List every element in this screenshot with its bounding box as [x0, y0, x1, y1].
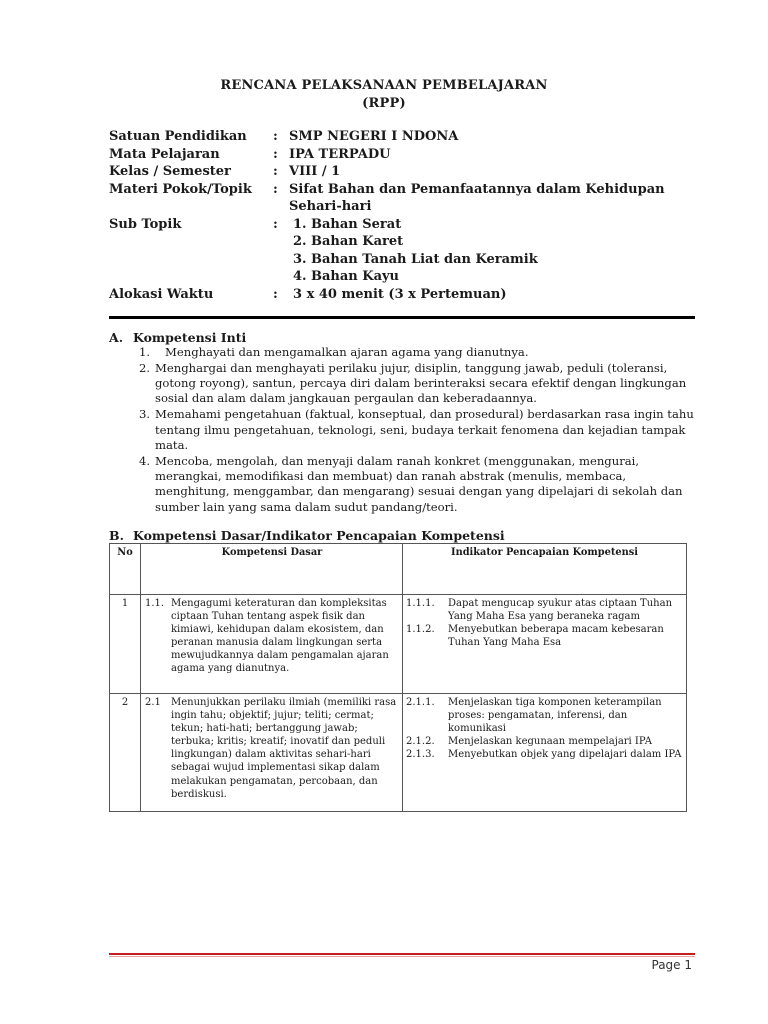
list-number: 3.	[139, 407, 151, 422]
indicator-text: Dapat mengucap syukur atas ciptaan Tuhan Yang Maha Esa yang beraneka ragam	[448, 598, 673, 623]
list-item	[139, 454, 695, 515]
list-number: 2.	[139, 360, 151, 375]
kompetensi-table	[109, 543, 687, 812]
footer-rule	[109, 953, 695, 955]
meta-row-kelas	[109, 163, 709, 181]
meta-block	[109, 128, 709, 303]
list-item	[293, 251, 709, 268]
meta-value: 3 x 40 menit (3 x Pertemuan)	[293, 286, 507, 302]
indicator-number: 2.1.2.	[406, 736, 435, 748]
table-cell-kd	[141, 595, 403, 694]
table-cell-no: 1	[110, 595, 141, 694]
list-item	[293, 268, 709, 285]
meta-value: IPA TERPADU	[289, 146, 391, 162]
list-number: 1.	[293, 216, 307, 232]
section-title: Kompetensi Inti	[133, 330, 247, 345]
table-cell-indikator	[403, 595, 687, 694]
list-text: Bahan Tanah Liat dan Keramik	[311, 251, 538, 267]
kd-number: 1.1.	[145, 598, 165, 609]
indicator-entry	[406, 696, 683, 735]
section-letter: A.	[109, 330, 124, 345]
table-header-row	[110, 544, 687, 595]
footer-rule-shadow	[109, 956, 695, 957]
list-text: Bahan Kayu	[311, 269, 399, 285]
page-number: Page 1	[651, 958, 692, 972]
list-text: Memahami pengetahuan (faktual, konseptual, dan prosedural) berdasarkan rasa ingin tahu tentang ilmu pengetahuan, teknologi, seni, budaya terkait fenomena dan kejadian tampak mata.	[155, 407, 694, 452]
table-header-no: No	[110, 544, 141, 595]
indicator-entry	[406, 597, 683, 623]
list-item	[139, 345, 695, 360]
meta-colon: :	[273, 146, 278, 162]
indicator-entry	[406, 623, 683, 649]
section-a-heading	[109, 330, 246, 345]
document-subtitle: (RPP)	[362, 96, 406, 111]
list-text: Mencoba, mengolah, dan menyaji dalam ranah konkret (menggunakan, mengurai, merangkai, memodifikasi dan membuat) dan ranah abstrak (menulis, membaca, menghitung, menggambar, dan mengarang) sesuai dengan yang dipelajari di sekolah dan sumber lain yang sama dalam sudut pandang/teori.	[155, 453, 683, 514]
meta-label: Alokasi Waktu	[109, 286, 214, 302]
kd-entry	[145, 696, 399, 801]
list-number: 4.	[139, 453, 151, 468]
meta-colon: :	[273, 181, 278, 197]
table-header-indikator: Indikator Pencapaian Kompetensi	[403, 544, 687, 595]
indicator-text: Menyebutkan objek yang dipelajari dalam IPA	[448, 749, 682, 761]
section-title: Kompetensi Dasar/Indikator Pencapaian Kompetensi	[133, 528, 505, 543]
indicator-text: Menyebutkan beberapa macam kebesaran Tuhan Yang Maha Esa	[448, 624, 664, 649]
meta-label: Mata Pelajaran	[109, 146, 220, 162]
meta-label: Materi Pokok/Topik	[109, 181, 252, 197]
meta-colon: :	[273, 164, 278, 180]
section-letter: B.	[109, 528, 124, 543]
list-item	[293, 216, 709, 233]
document-title: RENCANA PELAKSANAAN PEMBELAJARAN	[220, 78, 548, 93]
meta-row-materi	[109, 181, 709, 216]
kd-text: Menunjukkan perilaku ilmiah (memiliki rasa ingin tahu; objektif; jujur; teliti; cermat; tekun; hati-hati; bertanggung jawab; terbuka; kritis; kreatif; inovatif dan peduli lingkungan) dalam aktivitas sehari-hari sebagai wujud implementasi sikap dalam melakukan pengamatan, percobaan, dan berdiskusi.	[171, 697, 397, 800]
list-number: 4.	[293, 269, 307, 285]
list-number: 2.	[293, 234, 307, 250]
meta-row-satuan	[109, 128, 709, 146]
indicator-number: 2.1.1.	[406, 697, 435, 708]
indicator-entry	[406, 735, 683, 748]
indicator-text: Menjelaskan kegunaan mempelajari IPA	[448, 736, 652, 748]
kd-entry	[145, 597, 399, 676]
meta-label: Sub Topik	[109, 216, 182, 232]
indicator-number: 2.1.3.	[406, 749, 435, 761]
list-item	[139, 407, 695, 453]
table-header-kd: Kompetensi Dasar	[141, 544, 403, 595]
table-row	[110, 694, 687, 812]
indicator-number: 1.1.1.	[406, 598, 435, 609]
table-cell-kd	[141, 694, 403, 812]
list-text: Bahan Karet	[311, 234, 404, 250]
kompetensi-inti-list	[139, 345, 695, 516]
meta-label: Kelas / Semester	[109, 164, 231, 180]
table-cell-indikator	[403, 694, 687, 812]
section-divider	[109, 316, 695, 319]
list-number: 3.	[293, 251, 307, 267]
list-number: 1.	[139, 345, 151, 359]
meta-row-alokasi	[109, 286, 709, 304]
subtopik-list	[289, 216, 709, 286]
meta-value: SMP NEGERI I NDONA	[289, 129, 459, 144]
meta-label: Satuan Pendidikan	[109, 129, 247, 144]
list-text: Menghargai dan menghayati perilaku jujur, disiplin, tanggung jawab, peduli (toleransi, gotong royong), santun, percaya diri dalam berinteraksi secara efektif dengan lingkungan sosial dan alam dalam jangkauan pergaulan dan keberadaannya.	[155, 360, 687, 406]
indicator-number: 1.1.2.	[406, 624, 435, 636]
meta-row-subtopik	[109, 216, 709, 286]
kd-text: Mengagumi keteraturan dan kompleksitas ciptaan Tuhan tentang aspek fisik dan kimiawi, kehidupan dalam ekosistem, dan peranan manusia dalam lingkungan serta mewujudkannya dalam pengamalan ajaran agama yang dianutnya.	[171, 598, 389, 675]
list-text: Bahan Serat	[311, 216, 402, 232]
kd-number: 2.1	[145, 697, 161, 708]
meta-row-mapel	[109, 146, 709, 164]
meta-value: VIII / 1	[289, 164, 341, 180]
section-b-heading	[109, 528, 505, 543]
indicator-entry	[406, 748, 683, 761]
meta-value: Sifat Bahan dan Pemanfaatannya dalam Kehidupan Sehari-hari	[289, 181, 665, 215]
meta-colon: :	[273, 216, 278, 232]
meta-colon: :	[273, 129, 278, 144]
list-item	[293, 233, 709, 250]
table-row	[110, 595, 687, 694]
list-text: Menghayati dan mengamalkan ajaran agama yang dianutnya.	[165, 345, 529, 359]
table-cell-no: 2	[110, 694, 141, 812]
list-item	[139, 361, 695, 407]
meta-colon: :	[273, 286, 278, 302]
indicator-text: Menjelaskan tiga komponen keterampilan proses: pengamatan, inferensi, dan komunikasi	[448, 697, 662, 735]
